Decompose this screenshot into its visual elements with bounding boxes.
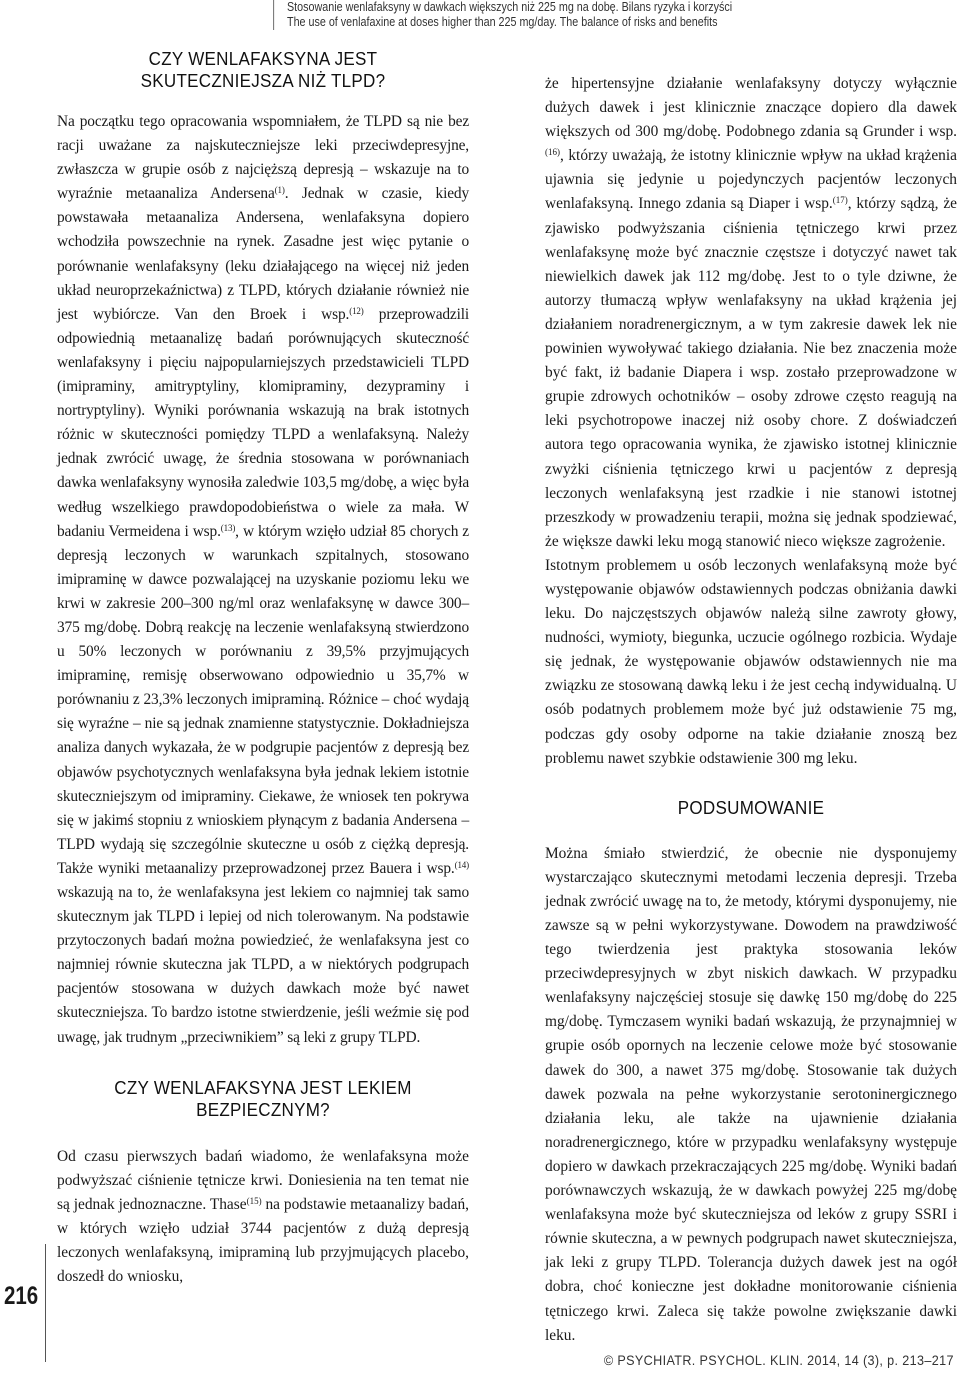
running-head-rule: [273, 0, 274, 30]
footer-citation: © PSYCHIATR. PSYCHOL. KLIN. 2014, 14 (3), p. 213–217: [604, 1352, 954, 1368]
heading-line: CZY WENLAFAKSYNA JEST LEKIEM: [114, 1076, 412, 1098]
paragraph-hypertension: [545, 72, 957, 554]
heading-line: CZY WENLAFAKSYNA JEST: [148, 48, 378, 69]
text-run: , w którym wzięło udział 85 chorych z depresją leczonych w warunkach szpitalnych, stosowano imipraminę w dawce pozwalającej na uzyskanie poziomu leku we krwi w zakresie 200–300 ng/ml oraz wenlafaksynę w dawce 300–375 mg/dobę. Dobrą reakcję na leczenie wenlafaksyną stwierdzono u 50% leczonych w porównaniu z 39,5% przyjmujących imipraminę, remisję obserwowano odpowiednio u 35,7% w porównaniu z 23,3% leczonych imipraminą. Różnice – choć wydają się wyraźne – nie są jednak znamienne statystycznie. Dokładniejsza analiza danych wykazała, że w podgrupie pacjentów z depresją bez objawów psychotycznych wenlafaksyna była jednak lekiem istotnie skuteczniejszym od imipraminy. Ciekawe, że wniosek ten pokrywa się w jakimś stopniu z wnioskiem płynącym z badania Andersena – TLPD wydają się szczególnie skuteczne u osób z ciężką depresją. Także wyniki metaanalizy przeprowadzonej przez Bauera i wsp.: [57, 522, 469, 877]
citation-ref: (12): [349, 305, 364, 316]
page-number: 216: [4, 1282, 39, 1310]
citation-ref: (13): [220, 522, 236, 533]
citation-ref: (14): [454, 859, 469, 870]
left-column: [57, 48, 469, 1289]
section-heading-efficacy: [73, 48, 452, 92]
paragraph-efficacy: [57, 110, 469, 1050]
text-run: . Jednak w czasie, kiedy powstawała metaanaliza Andersena, wenlafaksyna dopiero wchodziła powszechnie na rynek. Zasadne jest więc pytanie o porównanie wenlafaksyny (leku działającego na więcej niż jeden układ neuroprzekaźnictwa) z TLPD, których działanie również nie jest wybiórcze. Van den Broek i wsp.: [57, 185, 469, 323]
citation-ref: (17): [832, 195, 848, 206]
citation-ref: (1): [274, 185, 285, 196]
text-run: że hipertensyjne działanie wenlafaksyny dotyczy wyłącznie dużych dawek i jest klinicznie znaczące dopiero dla dawek większych od 300 mg/dobę. Podobnego zdania są Grunder i wsp.: [545, 75, 957, 141]
paragraph-safety: [57, 1145, 469, 1290]
text-run: przeprowadzili odpowiednią metaanalizę badań porównujących skuteczność wenlafaksyny i pięciu najpopularniejszych przedstawicieli TLPD (imipraminy, amitryptyliny, klomipraminy, dezypraminy i nortryptyliny). Wyniki porównania wskazują na brak istotnych różnic w skuteczności pomiędzy TLPD a wenlafaksyną. Należy jednak zwrócić uwagę, że średnia stosowana w porównaniach dawka wenlafaksyny wynosiła zaledwie 103,5 mg/dobę, a więc była według wszelkiego prawdopodobieństwa o wiele za mała. W badaniu Vermeidena i wsp.: [57, 305, 469, 540]
text-run: wskazują na to, że wenlafaksyna jest lekiem co najmniej tak samo skutecznym jak TLPD i lepiej od nich tolerowanym. Na podstawie przytoczonych badań można powiedzieć, że wenlafaksyna jest co najmniej równie skuteczna jak TLPD, a w niektórych podgrupach pacjentów stosowana w dużych dawkach może być nawet skuteczniejsza. To bardzo istotne stwierdzenie, jeśli weźmie się pod uwagę, jak trudnym „przeciwnikiem” są leki z grupy TLPD.: [57, 884, 469, 1046]
section-heading-safety: [73, 1077, 452, 1121]
running-head-title-pl: Stosowanie wenlafaksyny w dawkach większych niż 225 mg na dobę. Bilans ryzyka i korzyści: [287, 0, 733, 14]
text-run: Od czasu pierwszych badań wiadomo, że wenlafaksyna może podwyższać ciśnienie tętnicze krwi. Doniesienia na ten temat nie są jednak jednoznaczne. Thase: [57, 1147, 469, 1213]
running-head: [287, 0, 733, 30]
section-heading-summary: PODSUMOWANIE: [677, 796, 825, 818]
page-number-rule: [45, 1244, 46, 1362]
paragraph-summary: Można śmiało stwierdzić, że obecnie nie dysponujemy wystarczająco skutecznymi metodami leczenia depresji. Trzeba jednak zwrócić uwagę na to, że metody, którymi dysponujemy, nie zawsze są w pełni wykorzystywane. Dowodem na prawdziwość tego twierdzenia jest praktyka stosowania leków przeciwdepresyjnych w zbyt niskich dawkach. W przypadku wenlafaksyny najczęściej stosuje się dawkę 150 mg/dobę do 225 mg/dobę. Tymczasem wyniki badań wskazują, że przynajmniej w grupie osób opornych na leczenie celowe może być stosowanie dawek do 300, a nawet 375 mg/dobę. Stosowanie tak dużych dawek pozwala na pełne wykorzystanie serotoninergicznego działania leku, ale także na ujawnienie działania noradrenergicznego, które w przypadku wenlafaksyny występuje dopiero w dawkach przekraczających 225 mg/dobę. Wyniki badań porównawczych wskazują, że w dawkach powyżej 225 mg/dobę wenlafaksyna może być skuteczniejsza od leków z grupy SSRI i równie skuteczna, a w pewnych podgrupach nawet skuteczniejsza, jak leki z grupy TLPD. Tolerancja dużych dawek jest na ogół dobra, choć konieczne jest dokładne monitorowanie ciśnienia tętniczego krwi. Zaleca się także powolne zwiększanie dawki leku.: [545, 844, 957, 1344]
paragraph-withdrawal: Istotnym problemem u osób leczonych wenlafaksyną może być występowanie objawów odstawiennych podczas obniżania dawki leku. Do najczęstszych objawów należą silne zawroty głowy, nudności, wymioty, biegunka, uczucie ogólnego rozbicia. Wydaje się jednak, że występowanie objawów odstawiennych nie ma związku ze stosowaną dawką leku i że jest cechą indywidualną. U osób podatnych problemem może być już odstawienie 75 mg, podczas gdy osoby odporne na takie działanie znoszą bez problemu nawet szybkie odstawienie 300 mg leku.: [545, 556, 957, 767]
heading-line: BEZPIECZNYM?: [196, 1098, 330, 1120]
text-run: , którzy sądzą, że zjawisko podwyższania ciśnienia tętniczego krwi przez wenlafaksynę może być znacznie częstsze i dotyczyć nawet tak niewielkich dawek jak 112 mg/dobę. Jest to o tyle dziwne, że autorzy tłumaczą wpływ wenlafaksyny na układ krążenia jej działaniem noradrenergicznym, a w tym zakresie dawek lek nie powinien wywoływać takiego działania. Nie bez znaczenia może być fakt, iż badanie Diapera i wsp. zostało przeprowadzone w grupie zdrowych ochotników – osoby zdrowe często reagują na leki psychotropowe inaczej niż osoby chore. Z doświadczeń autora tego opracowania wynika, że zjawisko istotnej klinicznie zwyżki ciśnienia tętniczego krwi u pacjentów z depresją leczonych wenlafaksyną jest rzadkie i nie stanowi istotnej przeszkody w prowadzeniu terapii, można się jednak spodziewać, że większe dawki leku mogą stanowić nieco większe zagrożenie.: [545, 195, 957, 550]
heading-line: SKUTECZNIEJSZA NIŻ TLPD?: [140, 70, 386, 91]
running-head-title-en: The use of venlafaxine at doses higher than 225 mg/day. The balance of risks and benefits: [287, 15, 718, 29]
right-column: [545, 72, 957, 1348]
citation-ref: (15): [246, 1195, 262, 1206]
text-run: , którzy uważają, że istotny klinicznie wpływ na układ krążenia ujawnia się jedynie u pojedynczych pacjentów leczonych wenlafaksyną. Innego zdania są Diaper i wsp.: [545, 147, 957, 213]
text-run: Na początku tego opracowania wspomniałem, że TLPD są nie bez racji uważane za najskuteczniejsze leki przeciwdepresyjne, zwłaszcza w grupie osób z najcięższą depresją – wskazuje na to wyraźnie metaanaliza Andersena: [57, 113, 469, 203]
citation-ref: (16): [545, 147, 560, 158]
text-run: na podstawie metaanalizy badań, w których wzięło udział 3744 pacjentów z dużą depresją leczonych wenlafaksyną, imipraminą lub przyjmujących placebo, doszedł do wniosku,: [57, 1195, 470, 1286]
